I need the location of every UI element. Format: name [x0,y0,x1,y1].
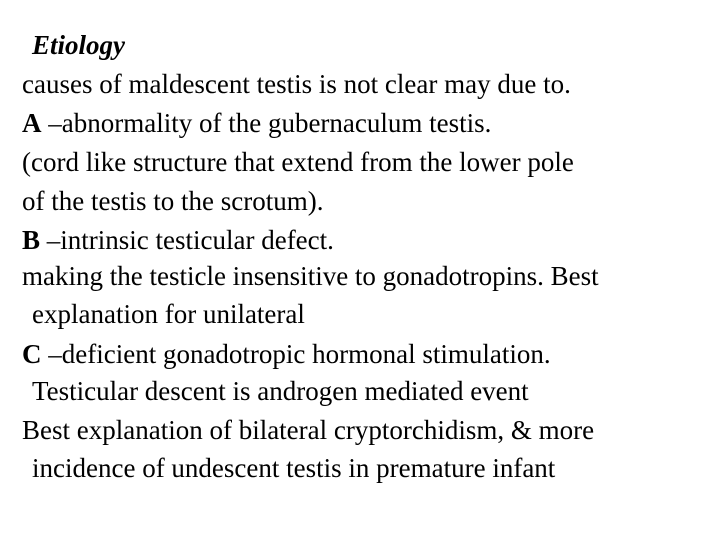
text-line-10: Best explanation of bilateral cryptorchidism, & more [22,415,595,445]
item-b [22,222,334,258]
item-a-text: –abnormality of the gubernaculum testis. [48,108,492,138]
text-line-9: Testicular descent is androgen mediated event [32,376,529,406]
heading-etiology: Etiology [32,30,125,60]
item-c [22,336,551,372]
item-a [22,105,491,141]
text-line-7: explanation for unilateral [32,299,305,329]
label-c: C [22,339,42,369]
label-b: B [22,225,41,255]
label-a: A [22,108,42,138]
text-line-4: of the testis to the scrotum). [22,186,324,216]
item-b-text: –intrinsic testicular defect. [46,225,334,255]
text-line-3: (cord like structure that extend from the lower pole [22,147,574,177]
text-line-11: incidence of undescent testis in premature infant [32,453,556,483]
text-line-1: causes of maldescent testis is not clear may due to. [22,69,571,99]
item-c-text: –deficient gonadotropic hormonal stimulation. [48,339,551,369]
text-line-6: making the testicle insensitive to gonadotropins. Best [22,261,599,291]
